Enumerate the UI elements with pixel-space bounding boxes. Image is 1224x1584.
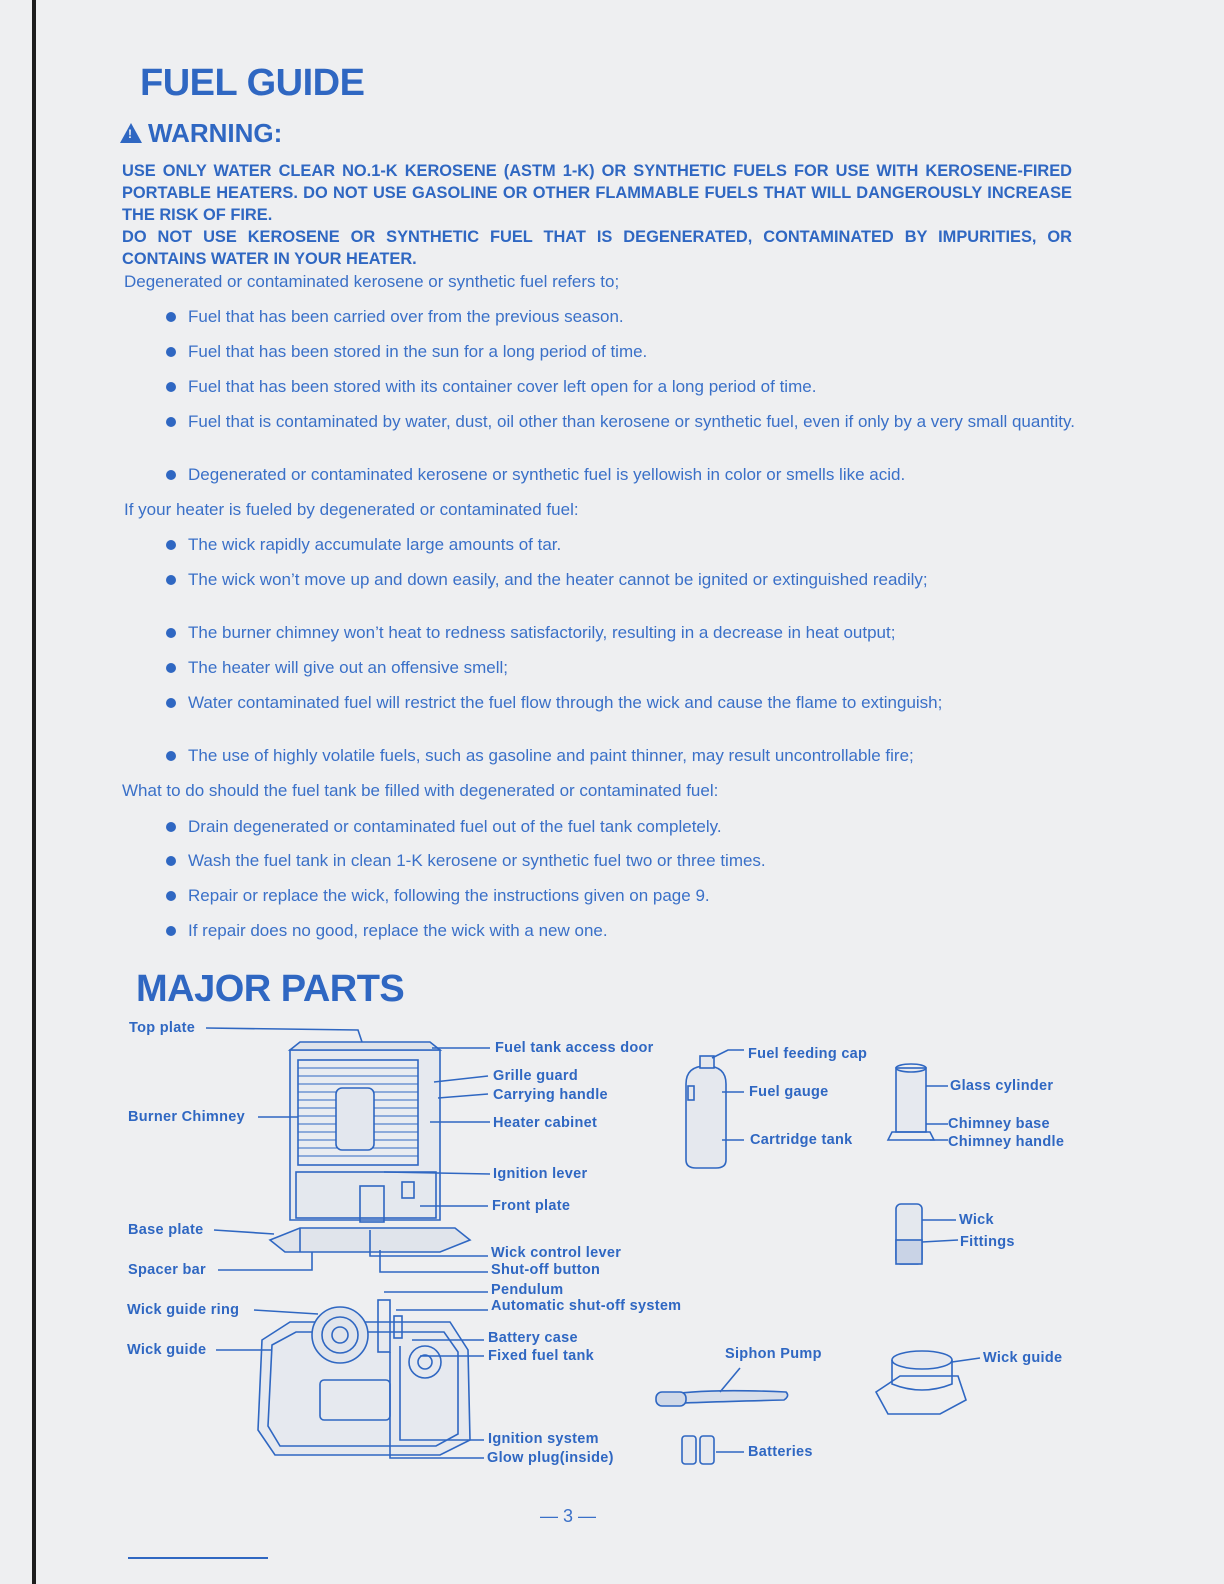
list-item: Fuel that has been carried over from the previous season. (164, 307, 1088, 326)
label-grille-guard: Grille guard (493, 1068, 578, 1084)
label-siphon-pump: Siphon Pump (725, 1346, 822, 1362)
list-item: Degenerated or contaminated kerosene or synthetic fuel is yellowish in color or smells like acid. (164, 465, 1088, 484)
label-wick-guide-left: Wick guide (127, 1342, 207, 1358)
label-base-plate: Base plate (128, 1222, 204, 1238)
list-item: Fuel that has been stored in the sun for a long period of time. (164, 342, 1088, 361)
major-parts-title: MAJOR PARTS (136, 968, 405, 1010)
warning-paragraph-2: DO NOT USE KEROSENE OR SYNTHETIC FUEL THAT IS DEGENERATED, CONTAMINATED BY IMPURITIES, OR CONTAINS WATER IN YOUR HEATER. (122, 228, 1072, 268)
label-cartridge-tank: Cartridge tank (750, 1132, 853, 1148)
lower-assembly-illustration (258, 1300, 470, 1455)
label-wick: Wick (959, 1212, 994, 1228)
label-glow-plug: Glow plug(inside) (487, 1450, 614, 1466)
glass-cylinder-illustration (888, 1064, 934, 1140)
heater-illustration (270, 1042, 470, 1252)
list-item: The burner chimney won’t heat to redness satisfactorily, resulting in a decrease in heat output; (164, 623, 1088, 642)
label-ignition-system: Ignition system (488, 1431, 599, 1447)
bottom-rule (128, 1557, 268, 1559)
fuel-guide-title: FUEL GUIDE (140, 62, 365, 104)
label-top-plate: Top plate (129, 1020, 196, 1036)
label-wick-control-lever: Wick control lever (491, 1245, 622, 1261)
list-item: The wick rapidly accumulate large amounts of tar. (164, 535, 1088, 554)
list-item: The use of highly volatile fuels, such as gasoline and paint thinner, may result uncontrollable fire; (164, 746, 1088, 765)
list-item: Wash the fuel tank in clean 1-K kerosene or synthetic fuel two or three times. (164, 851, 1088, 870)
warning-title: WARNING: (148, 118, 283, 148)
label-wick-guide-ring: Wick guide ring (127, 1302, 240, 1318)
wick-illustration (896, 1204, 922, 1264)
label-carrying-handle: Carrying handle (493, 1087, 608, 1103)
label-fuel-gauge: Fuel gauge (749, 1084, 829, 1100)
label-fixed-fuel-tank: Fixed fuel tank (488, 1348, 595, 1364)
cartridge-tank-illustration (686, 1056, 726, 1168)
label-burner-chimney: Burner Chimney (128, 1109, 245, 1125)
label-fuel-feeding-cap: Fuel feeding cap (748, 1046, 868, 1062)
label-fittings: Fittings (960, 1234, 1015, 1250)
label-wick-guide-right: Wick guide (983, 1350, 1063, 1366)
batteries-illustration (682, 1436, 714, 1464)
label-battery-case: Battery case (488, 1330, 578, 1346)
siphon-pump-illustration (656, 1391, 788, 1406)
warning-paragraph-1: USE ONLY WATER CLEAR NO.1-K KEROSENE (ASTM 1-K) OR SYNTHETIC FUELS FOR USE WITH KEROSENE-FIRED PORTABLE HEATERS. DO NOT USE GASOLINE OR OTHER FLAMMABLE FUELS THAT WILL DANGEROUSLY INCREASE THE RISK OF FIRE. (122, 162, 1072, 224)
label-fuel-tank-access-door: Fuel tank access door (495, 1040, 654, 1056)
label-front-plate: Front plate (492, 1198, 571, 1214)
label-shut-off-button: Shut-off button (491, 1262, 601, 1278)
label-heater-cabinet: Heater cabinet (493, 1115, 598, 1131)
list-item: The heater will give out an offensive smell; (164, 658, 1088, 677)
intro-effects: If your heater is fueled by degenerated or contaminated fuel: (124, 500, 579, 519)
list-item: The wick won’t move up and down easily, and the heater cannot be ignited or extinguished readily; (164, 570, 1088, 589)
label-pendulum: Pendulum (491, 1282, 564, 1298)
list-item: Water contaminated fuel will restrict the fuel flow through the wick and cause the flame to extinguish; (164, 693, 1088, 712)
intro-degenerated: Degenerated or contaminated kerosene or synthetic fuel refers to; (124, 272, 620, 291)
intro-actions: What to do should the fuel tank be filled with degenerated or contaminated fuel: (122, 781, 719, 800)
label-automatic-shut-off: Automatic shut-off system (491, 1298, 682, 1314)
list-item: If repair does no good, replace the wick with a new one. (164, 921, 1088, 940)
list-item: Fuel that has been stored with its container cover left open for a long period of time. (164, 377, 1088, 396)
label-chimney-base: Chimney base (948, 1116, 1050, 1132)
label-ignition-lever: Ignition lever (493, 1166, 588, 1182)
list-item: Fuel that is contaminated by water, dust, oil other than kerosene or synthetic fuel, even if only by a very small quantity. (164, 412, 1088, 431)
page-number: — 3 — (540, 1506, 597, 1526)
list-item: Drain degenerated or contaminated fuel out of the fuel tank completely. (164, 817, 1088, 836)
label-spacer-bar: Spacer bar (128, 1262, 206, 1278)
wick-guide-illustration (876, 1351, 966, 1414)
label-chimney-handle: Chimney handle (948, 1134, 1065, 1150)
label-batteries: Batteries (748, 1444, 813, 1460)
list-item: Repair or replace the wick, following the instructions given on page 9. (164, 886, 1088, 905)
label-glass-cylinder: Glass cylinder (950, 1078, 1054, 1094)
